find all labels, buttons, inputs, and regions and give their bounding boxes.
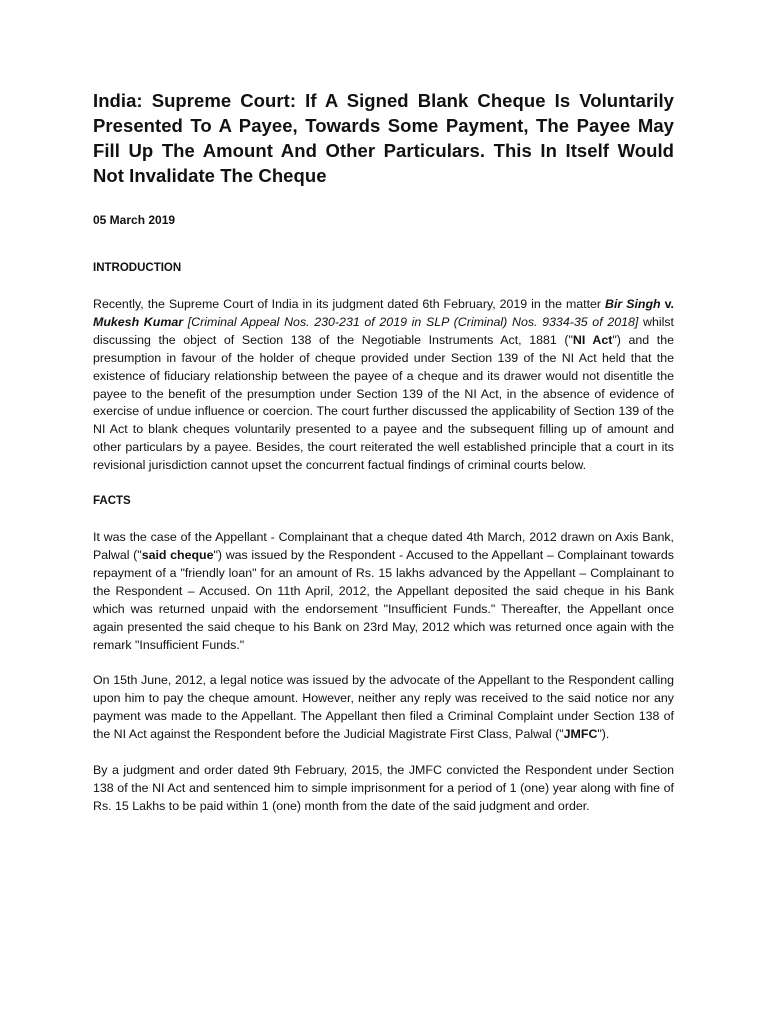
ni-act-term: NI Act <box>572 332 613 347</box>
facts-1-text-2: ") was issued by the Respondent - Accused to the Appellant – Complainant towards repayment of a "friendly loan" for an amount of Rs. 15 lakhs advanced by the Appellant – Complainant to the Respondent – Accused. On 11th April, 2012, the Appellant deposited the said cheque in his Bank which was returned unpaid with the endorsement "Insufficient Funds." Thereafter, the Appellant once again presented the said cheque to his Bank on 23rd May, 2012 which was returned once again with the remark "Insufficient Funds." <box>93 547 674 652</box>
intro-text-3: ") and the presumption in favour of the holder of cheque provided under Section 139 of the NI Act held that the existence of fiduciary relationship between the payee of a cheque and its drawer would not disentitle the payee to the benefit of the presumption under Section 139 of the NI Act, in the absence of evidence of exercise of undue influence or coercion. The court further discussed the applicability of Section 139 of the NI Act to blank cheques voluntarily presented to a payee and the subsequent filling up of amount and other particulars by a payee. Besides, the court reiterated the well established principle that a court in its revisional jurisdiction cannot upset the concurrent factual findings of criminal courts below. <box>93 332 675 473</box>
facts-2-text-2: "). <box>597 727 610 742</box>
case-party-a: Bir Singh <box>605 297 661 311</box>
case-versus: v. <box>660 297 675 311</box>
jmfc-term: JMFC <box>563 727 598 742</box>
said-cheque-term: said cheque <box>141 547 214 562</box>
facts-1-text-1: It was the case of the Appellant - Complainant that a cheque dated 4th March, 2012 drawn on Axis Bank, Palwal (" <box>93 530 674 562</box>
facts-paragraph-1 <box>93 529 674 654</box>
facts-paragraph-3 <box>93 762 674 816</box>
section-heading-facts: FACTS <box>93 495 131 508</box>
case-party-b: Mukesh Kumar <box>93 314 184 329</box>
case-citation: [Criminal Appeal Nos. 230-231 of 2019 in SLP (Criminal) Nos. 9334-35 of 2018] <box>183 314 639 329</box>
facts-3-text-1: By a judgment and order dated 9th February, 2015, the JMFC convicted the Respondent under Section 138 of the NI Act and sentenced him to simple imprisonment for a period of 1 (one) year along with fine of Rs. 15 Lakhs to be paid within 1 (one) month from the date of the said judgment and order. <box>93 763 674 813</box>
article-title: India: Supreme Court: If A Signed Blank Cheque Is Voluntarily Presented To A Payee, Towards Some Payment, The Payee May Fill Up The Amount And Other Particulars. This In Itself Would Not Invalidate The Cheque <box>93 90 674 186</box>
document-page <box>93 88 674 834</box>
article-date: 05 March 2019 <box>93 213 176 227</box>
section-heading-introduction: INTRODUCTION <box>93 262 182 274</box>
facts-2-text-1: On 15th June, 2012, a legal notice was issued by the advocate of the Appellant to the Respondent calling upon him to pay the cheque amount. However, neither any reply was received to the said notice nor any payment was made to the Appellant. The Appellant then filed a Criminal Complaint under Section 138 of the NI Act against the Respondent before the Judicial Magistrate First Class, Palwal (" <box>93 673 674 742</box>
facts-paragraph-2 <box>93 672 674 744</box>
intro-text-2: whilst discussing the object of Section 138 of the Negotiable Instruments Act, 1881 (" <box>93 314 674 347</box>
intro-text-1: Recently, the Supreme Court of India in its judgment dated 6th February, 2019 in the matter <box>93 297 606 311</box>
introduction-paragraph <box>93 296 674 475</box>
